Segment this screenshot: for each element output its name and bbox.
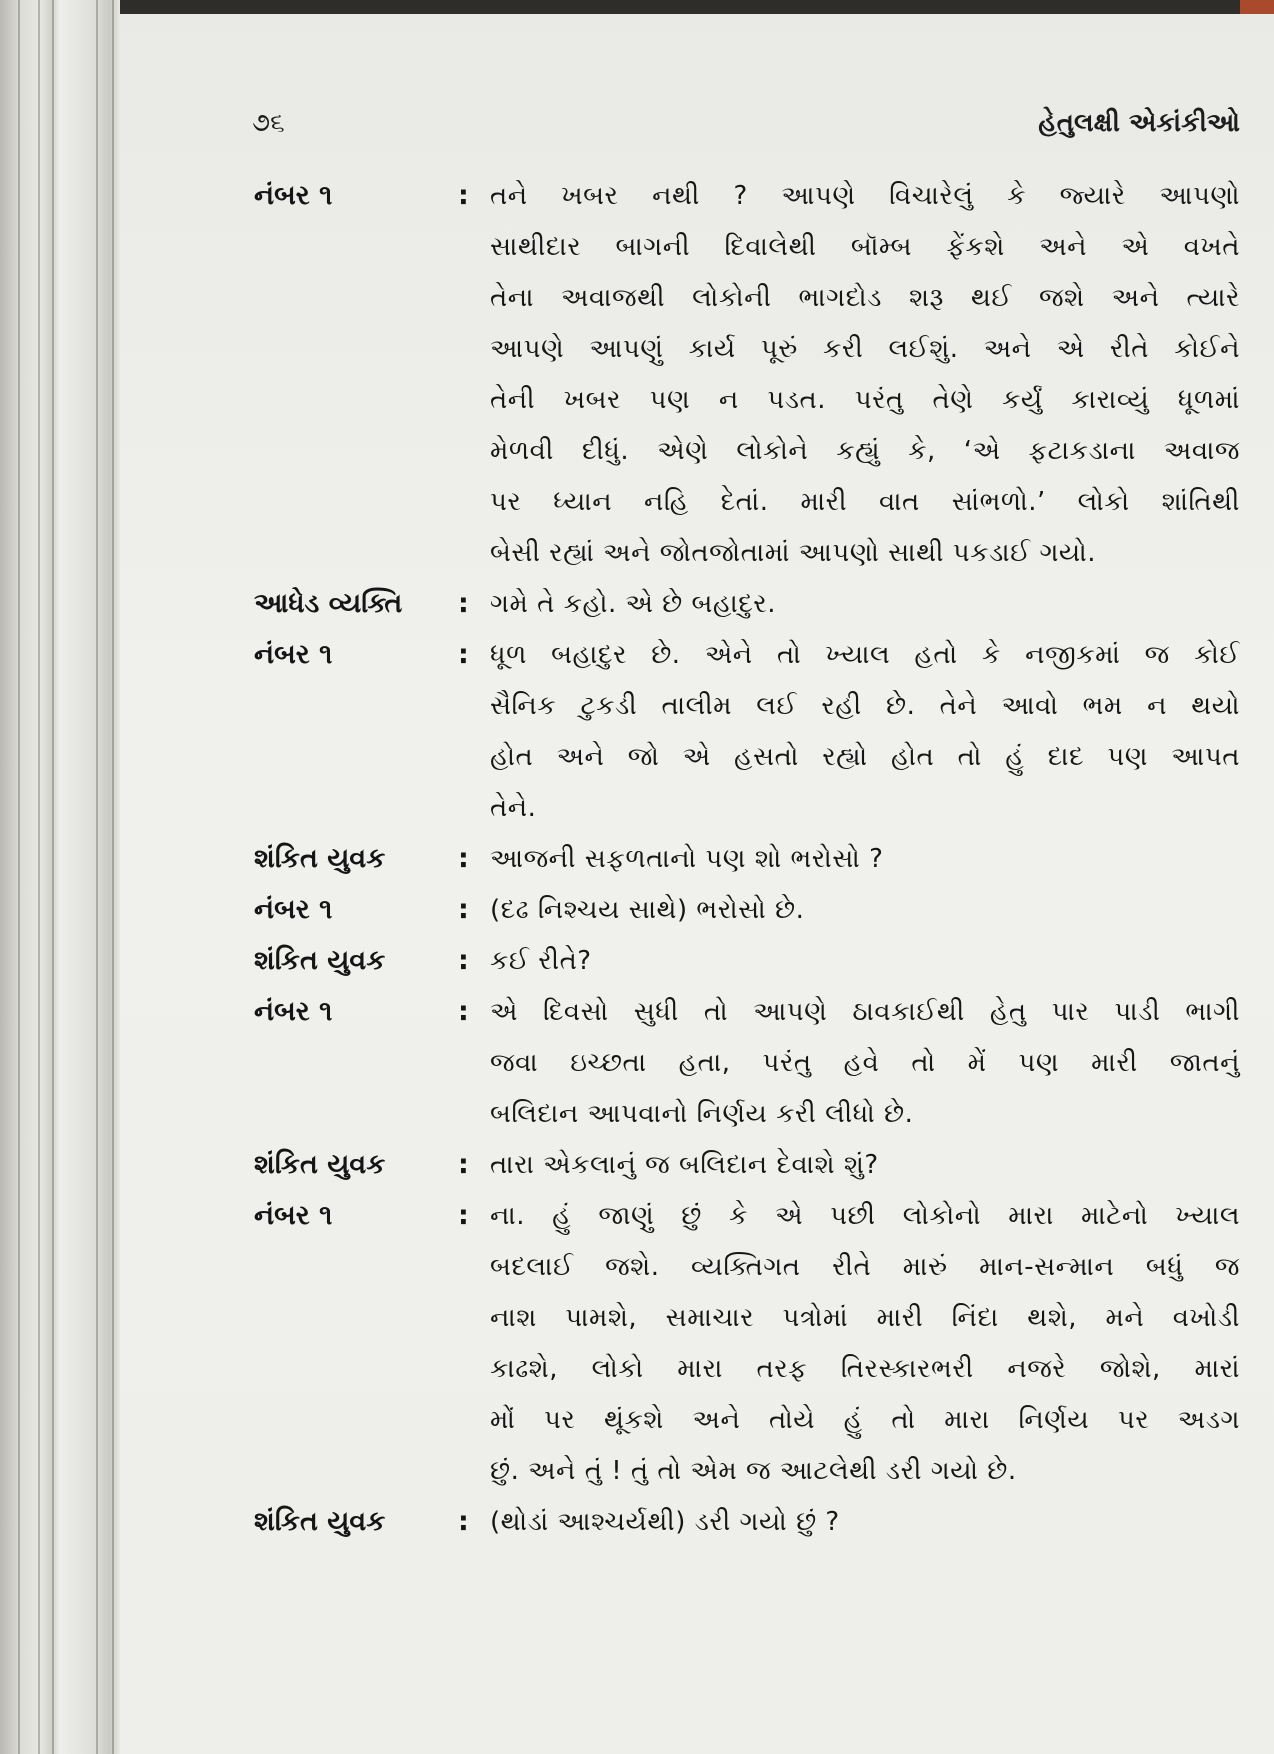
- speaker-name: આધેડ વ્યક્તિ: [254, 588, 403, 619]
- speaker-colon: :: [458, 1506, 469, 1537]
- speech-line: આપણે આપણું કાર્ય પૂરું કરી લઈશું. અને એ રીતે કોઈને: [490, 334, 1240, 364]
- speaker-name: શંકિત યુવક: [254, 1506, 386, 1537]
- speaker-colon: :: [458, 180, 469, 211]
- speaker-colon: :: [458, 1149, 469, 1180]
- speech-line: બલિદાન આપવાનો નિર્ણય કરી લીધો છે.: [490, 1099, 914, 1129]
- speaker-colon: :: [458, 1200, 469, 1231]
- speech-line: (થોડાં આશ્ચર્યથી) ડરી ગયો છું ?: [490, 1507, 840, 1537]
- page-header: [120, 108, 1240, 148]
- speech-line: સૈનિક ટુકડી તાલીમ લઈ રહી છે. તેને આવો ભમ ન થયો: [490, 691, 1240, 721]
- speech-text: [490, 1145, 1240, 1196]
- speaker-name: નંબર ૧: [254, 639, 333, 670]
- speaker-name: શંકિત યુવક: [254, 843, 386, 874]
- speech-line: ના. હું જાણું છું કે એ પછી લોકોનો મારા માટેનો ખ્યાલ: [490, 1201, 1240, 1231]
- speech-line: જવા ઇચ્છતા હતા, પરંતુ હવે તો મેં પણ મારી જાતનું: [490, 1048, 1240, 1078]
- speaker-colon: :: [458, 639, 469, 670]
- speech-line: તેની ખબર પણ ન પડત. પરંતુ તેણે કર્યું કારાવ્યું ધૂળમાં: [490, 385, 1240, 415]
- speaker-name: શંકિત યુવક: [254, 1149, 386, 1180]
- speech-line: નાશ પામશે, સમાચાર પત્રોમાં મારી નિંદા થશે, મને વખોડી: [490, 1303, 1240, 1333]
- speaker-colon: :: [458, 588, 469, 619]
- speech-line: (દઢ નિશ્ચય સાથે) ભરોસો છે.: [490, 895, 805, 925]
- speaker-colon: :: [458, 996, 469, 1027]
- speech-line: પર ધ્યાન નહિ દેતાં. મારી વાત સાંભળો.’ લોકો શાંતિથી: [490, 487, 1240, 517]
- speech-text: [490, 992, 1240, 1145]
- speech-line: કઈ રીતે?: [490, 946, 592, 976]
- speech-text: [490, 890, 1240, 941]
- running-title: હેતુલક્ષી એકાંકીઓ: [1038, 108, 1240, 138]
- speech-text: [490, 635, 1240, 839]
- page-stack-edge: [0, 0, 120, 1754]
- speech-line: સાથીદાર બાગની દિવાલેથી બૉમ્બ ફેંકશે અને એ વખતે: [490, 232, 1240, 262]
- speech-text: [490, 839, 1240, 890]
- speech-text: [490, 941, 1240, 992]
- speech-line: ધૂળ બહાદુર છે. એને તો ખ્યાલ હતો કે નજીકમાં જ કોઈ: [490, 640, 1240, 670]
- speech-line: હોત અને જો એ હસતો રહ્યો હોત તો હું દાદ પણ આપત: [490, 742, 1240, 772]
- speaker-colon: :: [458, 894, 469, 925]
- speaker-name: નંબર ૧: [254, 894, 333, 925]
- speech-line: છું. અને તું ! તું તો એમ જ આટલેથી ડરી ગયો છે.: [490, 1456, 1017, 1486]
- speech-line: એ દિવસો સુધી તો આપણે ઠાવકાઈથી હેતુ પાર પાડી ભાગી: [490, 997, 1240, 1027]
- speech-line: બેસી રહ્યાં અને જોતજોતામાં આપણો સાથી પકડાઈ ગયો.: [490, 538, 1096, 568]
- speech-line: તને ખબર નથી ? આપણે વિચારેલું કે જ્યારે આપણો: [490, 181, 1240, 211]
- speaker-name: નંબર ૧: [254, 1200, 333, 1231]
- speech-line: મેળવી દીધું. એણે લોકોને કહ્યું કે, ‘એ ફટાકડાના અવાજ: [490, 436, 1240, 466]
- top-shadow: [120, 0, 1274, 14]
- page-number: ૭૬: [252, 108, 285, 138]
- speaker-colon: :: [458, 843, 469, 874]
- speech-line: તેના અવાજથી લોકોની ભાગદોડ શરૂ થઈ જશે અને ત્યારે: [490, 283, 1240, 313]
- speech-line: કાઢશે, લોકો મારા તરફ તિરસ્કારભરી નજરે જોશે, મારાં: [490, 1354, 1240, 1384]
- speech-line: મોં પર થૂંકશે અને તોયે હું તો મારા નિર્ણય પર અડગ: [490, 1405, 1240, 1435]
- speaker-name: નંબર ૧: [254, 180, 333, 211]
- speech-line: ગમે તે કહો. એ છે બહાદુર.: [490, 589, 777, 619]
- speech-text: [490, 1196, 1240, 1502]
- speaker-colon: :: [458, 945, 469, 976]
- speech-line: બદલાઈ જશે. વ્યક્તિગત રીતે મારું માન-સન્માન બધું જ: [490, 1252, 1240, 1282]
- speech-text: [490, 176, 1240, 584]
- speech-text: [490, 1502, 1240, 1553]
- speech-line: તારા એકલાનું જ બલિદાન દેવાશે શું?: [490, 1150, 879, 1180]
- speaker-name: નંબર ૧: [254, 996, 333, 1027]
- speech-text: [490, 584, 1240, 635]
- speaker-name: શંકિત યુવક: [254, 945, 386, 976]
- speech-line: તેને.: [490, 793, 537, 823]
- speech-line: આજની સફળતાનો પણ શો ભરોસો ?: [490, 844, 884, 874]
